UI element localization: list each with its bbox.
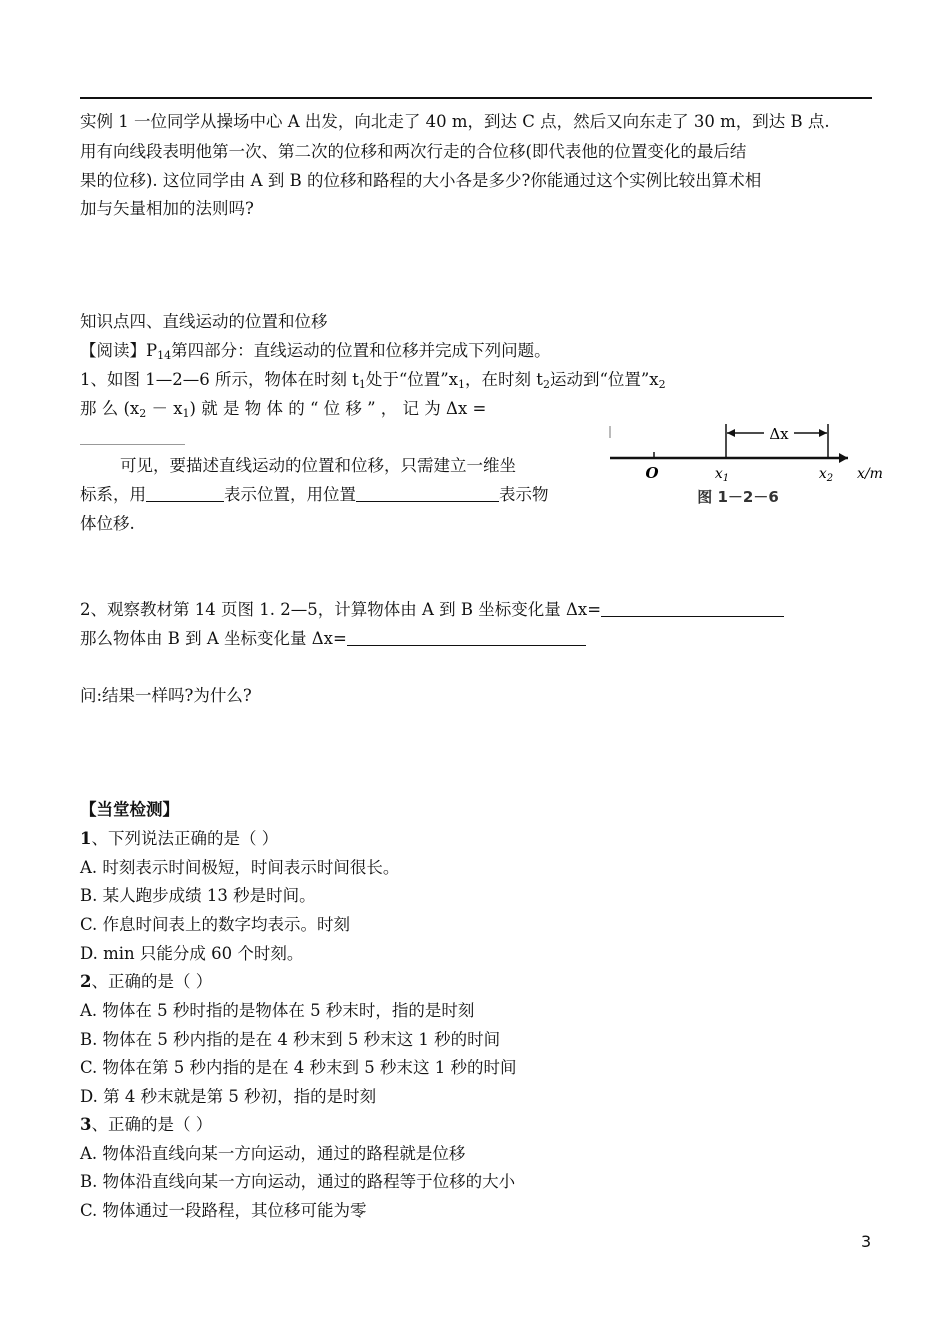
check-q3-option-b: B. 物体沿直线向某一方向运动，通过的路程等于位移的大小 (80, 1172, 516, 1191)
question-2-line-3: 问:结果一样吗?为什么? (80, 686, 252, 705)
reading-instruction: 【阅读】$P_{14}$第四部分：直线运动的位置和位移并完成下列问题。 (80, 341, 551, 362)
check-q2-option-d: D. 第 4 秒末就是第 5 秒初，指的是时刻 (80, 1087, 377, 1106)
check-q2-option-a: A. 物体在 5 秒时指的是物体在 5 秒末时，指的是时刻 (80, 1001, 475, 1020)
example-line-1: 实例 1 一位同学从操场中心 A 出发，向北走了 40 m，到达 C 点，然后又向东走了 30 m，到达 B 点. (80, 112, 830, 131)
check-q3: 3、正确的是（ ） (80, 1115, 213, 1134)
x1-label: $x_1$ (714, 466, 730, 484)
check-q3-option-c: C. 物体通过一段路程，其位移可能为零 (80, 1201, 367, 1220)
figure-caption: 图 1－2－6 (697, 488, 779, 506)
check-q2-option-b: B. 物体在 5 秒内指的是在 4 秒末到 5 秒末这 1 秒的时间 (80, 1030, 501, 1049)
paragraph-line-3: 体位移. (80, 514, 135, 533)
paragraph-line-1: 可见，要描述直线运动的位置和位移，只需建立一维坐 (120, 456, 516, 475)
blank-b-to-a[interactable] (347, 629, 586, 646)
check-q1-option-b: B. 某人跑步成绩 13 秒是时间。 (80, 886, 316, 905)
arrowhead-right (819, 429, 827, 437)
check-title: 【当堂检测】 (80, 800, 179, 819)
delta-label: Δx (769, 425, 789, 443)
example-line-4: 加与矢量相加的法则吗? (80, 199, 254, 218)
header-rule (80, 97, 872, 99)
check-q3-option-a: A. 物体沿直线向某一方向运动，通过的路程就是位移 (80, 1144, 466, 1163)
example-line-3: 果的位移). 这位同学由 A 到 B 的位移和路程的大小各是多少?你能通过这个实例比较出算术相 (80, 171, 762, 190)
arrowhead-left (727, 429, 735, 437)
blank-displacement[interactable] (356, 485, 499, 502)
blank-position[interactable] (146, 485, 224, 502)
question-1-line-2: 那 么 $(x_2 - x_1)$ 就 是 物 体 的 “ 位 移 ” ， 记 为 Δx = (80, 399, 487, 420)
question-2-line-2: 那么物体由 B 到 A 坐标变化量 Δx= (80, 629, 586, 649)
paragraph-line-2: 标系，用 表示位置，用位置 表示物 (80, 485, 549, 504)
blank-a-to-b[interactable] (601, 600, 784, 617)
check-q1-option-d: D. min 只能分成 60 个时刻。 (80, 944, 304, 963)
check-q2-option-c: C. 物体在第 5 秒内指的是在 4 秒末到 5 秒末这 1 秒的时间 (80, 1058, 517, 1077)
check-q2: 2、正确的是（ ） (80, 972, 213, 991)
figure-number-line (608, 420, 898, 520)
section-title: 知识点四、直线运动的位置和位移 (80, 312, 328, 331)
check-q1-option-a: A. 时刻表示时间极短，时间表示时间很长。 (80, 858, 400, 877)
answer-blank-delta-x[interactable] (80, 428, 185, 450)
x2-label: $x_2$ (818, 466, 834, 484)
example-line-2: 用有向线段表明他第一次、第二次的位移和两次行走的合位移(即代表他的位置变化的最后结 (80, 142, 747, 161)
check-q1: 1、下列说法正确的是（ ） (80, 829, 279, 848)
check-q1-option-c: C. 作息时间表上的数字均表示。时刻 (80, 915, 351, 934)
page-number: 3 (861, 1232, 872, 1251)
question-1-line-1: 1、如图 1—2—6 所示，物体在时刻 $t_1$处于“位置$”x_1$，在时刻 $t_2$运动到“位置$”x_2$ (80, 370, 666, 391)
axis-arrowhead (839, 453, 848, 463)
question-2-line-1: 2、观察教材第 14 页图 1. 2—5，计算物体由 A 到 B 坐标变化量 Δx= (80, 600, 784, 620)
origin-label: O (645, 464, 659, 482)
axis-label: x/m (857, 466, 883, 482)
